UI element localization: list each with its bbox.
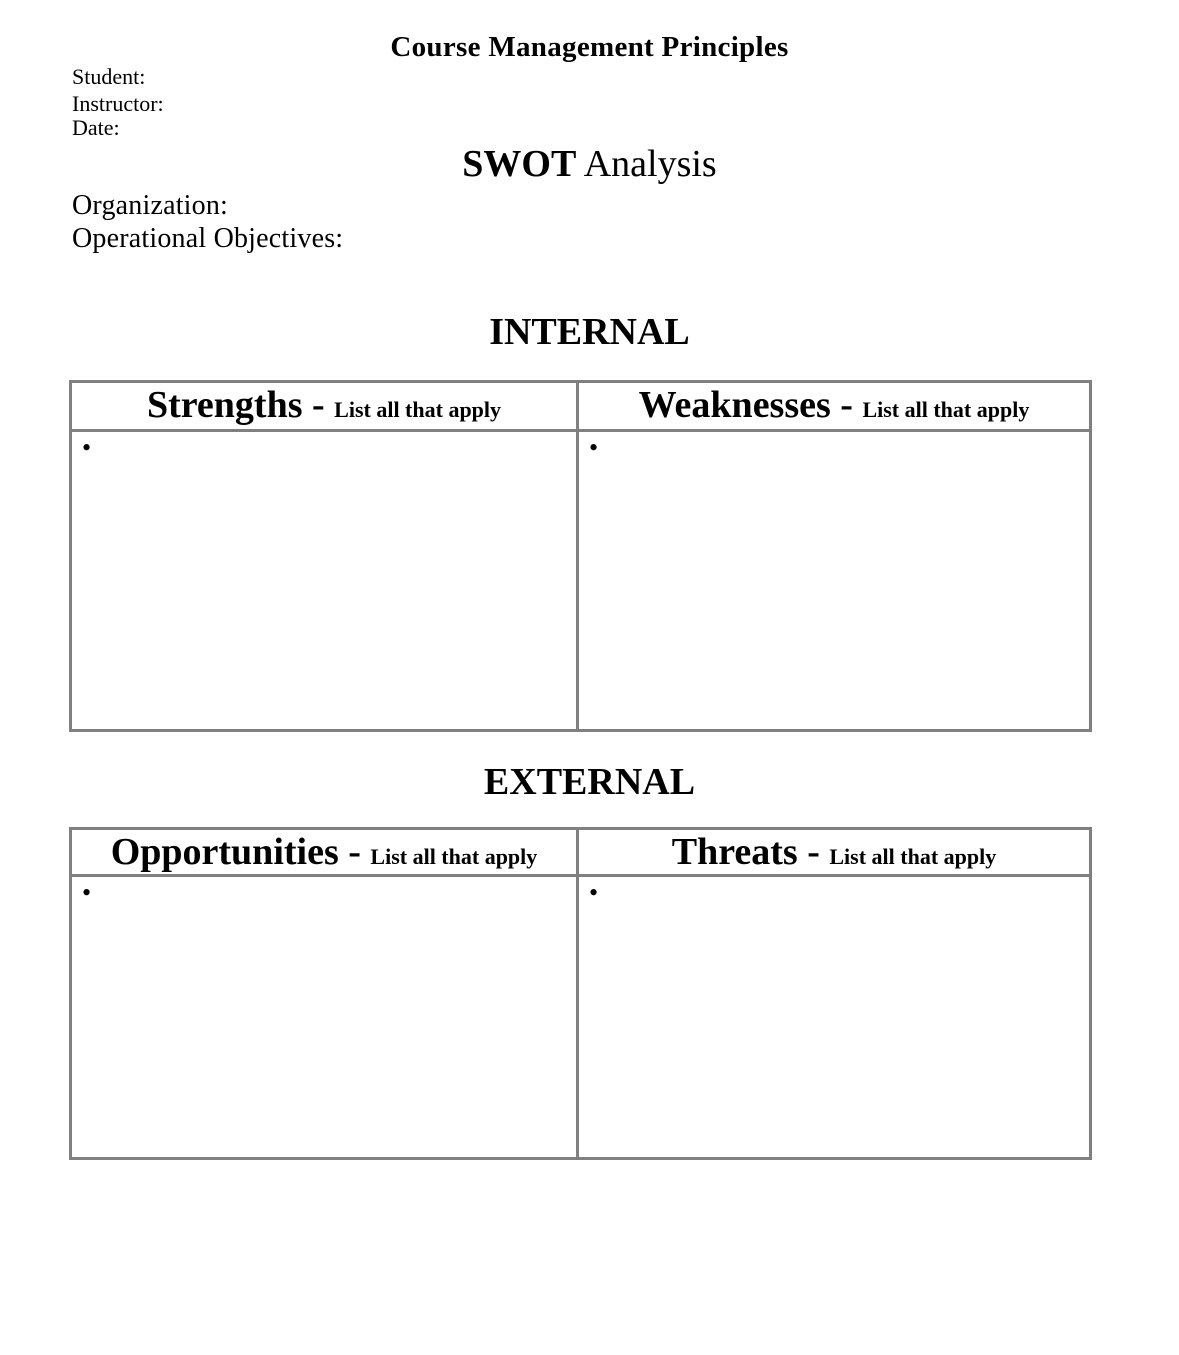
student-label: Student: [72, 64, 146, 89]
opportunities-cell[interactable] [71, 876, 578, 1159]
internal-heading: INTERNAL [489, 311, 690, 353]
external-header-row [71, 829, 1091, 876]
weaknesses-bullet: • [589, 433, 599, 462]
opportunities-bullet: • [82, 878, 92, 907]
course-title: Course Management Principles [390, 31, 789, 63]
weaknesses-cell[interactable] [578, 431, 1091, 731]
opportunities-instruction: List all that apply [370, 844, 538, 869]
threats-bullet: • [589, 878, 599, 907]
weaknesses-instruction: List all that apply [862, 397, 1030, 422]
internal-table [69, 380, 1092, 732]
operational-objectives-label: Operational Objectives: [72, 223, 344, 254]
threats-label: Threats - [671, 831, 830, 873]
strengths-cell[interactable] [71, 431, 578, 731]
threats-header [578, 829, 1091, 876]
weaknesses-header [578, 382, 1091, 431]
strengths-bullet: • [82, 433, 92, 462]
swot-analysis-title [0, 142, 1179, 186]
date-label: Date: [72, 115, 120, 140]
external-table [69, 827, 1092, 1160]
internal-body-row [71, 431, 1091, 731]
external-heading: EXTERNAL [483, 761, 696, 803]
opportunities-label: Opportunities - [110, 831, 371, 873]
strengths-instruction: List all that apply [334, 397, 502, 422]
external-body-row [71, 876, 1091, 1159]
swot-title-regular: Analysis [576, 143, 717, 185]
organization-label: Organization: [72, 190, 229, 221]
strengths-label: Strengths - [146, 384, 335, 426]
threats-cell[interactable] [578, 876, 1091, 1159]
instructor-label: Instructor: [72, 91, 164, 116]
internal-header-row [71, 382, 1091, 431]
threats-instruction: List all that apply [829, 844, 997, 869]
strengths-header [71, 382, 578, 431]
swot-title-bold: SWOT [462, 143, 577, 185]
weaknesses-label: Weaknesses - [638, 384, 863, 426]
opportunities-header [71, 829, 578, 876]
